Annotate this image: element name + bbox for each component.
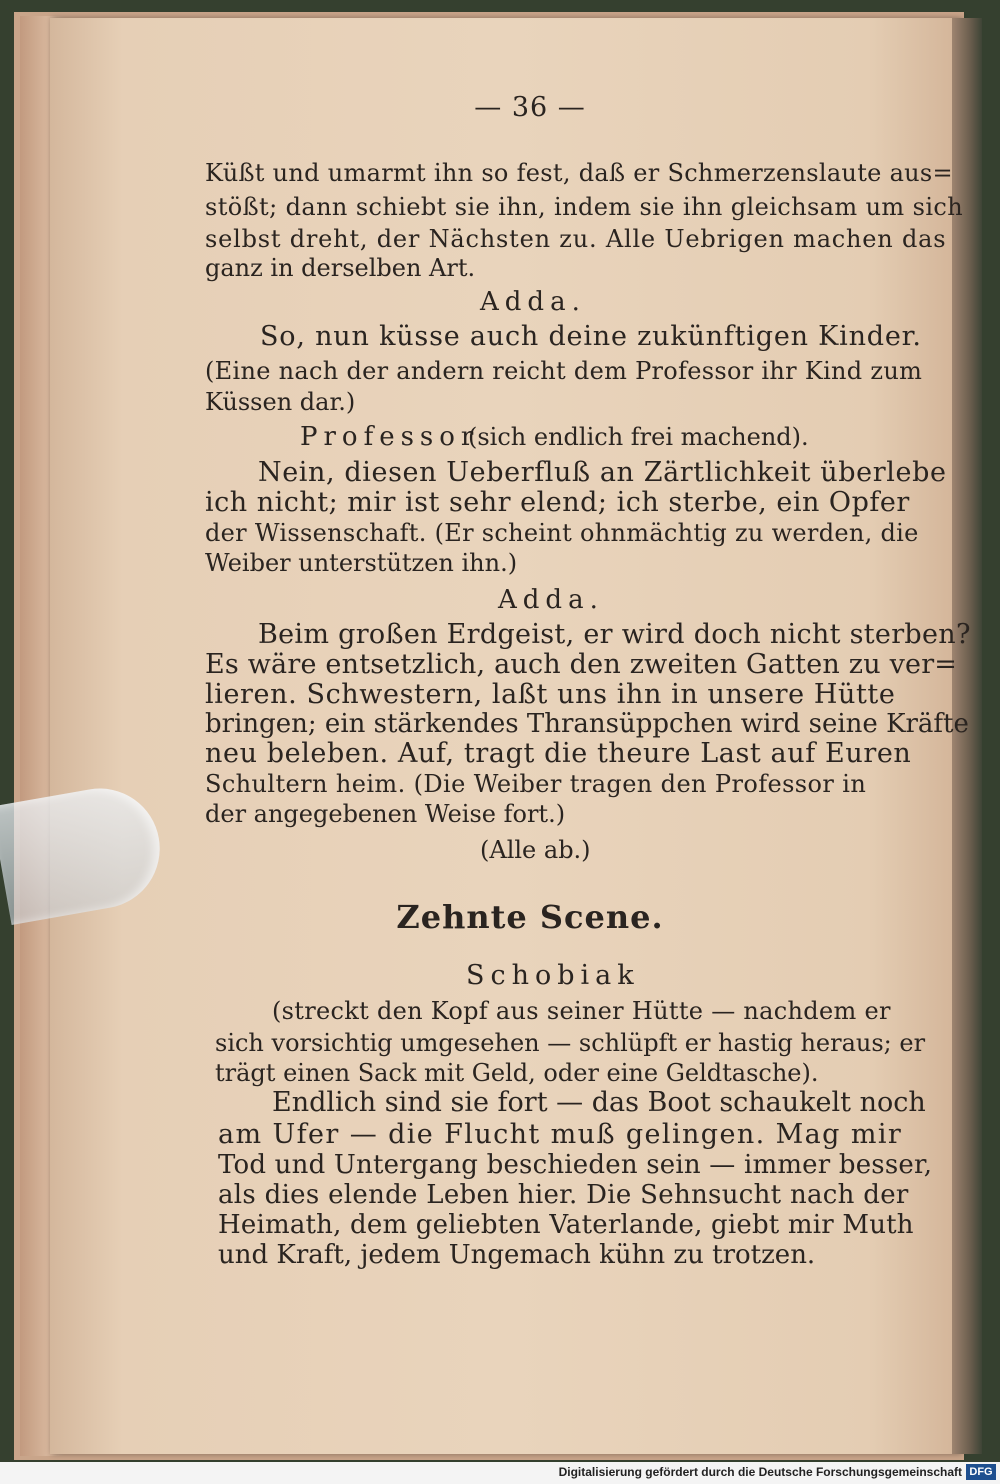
text-line: bringen; ein stärkendes Thransüppchen wird seine Kräfte [205, 709, 969, 739]
text-line: der Wissenschaft. (Er scheint ohnmächtig zu werden, die [205, 519, 919, 547]
page-number: — 36 — [474, 92, 586, 123]
text-line: ich nicht; mir ist sehr elend; ich sterbe, ein Opfer [205, 487, 910, 518]
text-line: Es wäre entsetzlich, auch den zweiten Gatten zu ver= [205, 649, 958, 680]
text-line: als dies elende Leben hier. Die Sehnsucht nach der [218, 1180, 909, 1210]
text-line: Küßt und umarmt ihn so fest, daß er Schmerzenslaute aus= [205, 159, 953, 187]
footer-bar [0, 1462, 1000, 1484]
stage-direction: sich vorsichtig umgesehen — schlüpft er hastig heraus; er [215, 1029, 926, 1057]
text-line: Heimath, dem geliebten Vaterlande, giebt mir Muth [218, 1210, 914, 1240]
text-line: Nein, diesen Ueberfluß an Zärtlichkeit überlebe [258, 457, 947, 488]
text-line: Schultern heim. (Die Weiber tragen den Professor in [205, 770, 867, 798]
footer-credit: Digitalisierung gefördert durch die Deutsche Forschungsgemeinschaft [558, 1465, 962, 1479]
text-line: So, nun küsse auch deine zukünftigen Kinder. [260, 321, 922, 352]
speaker-adda: Adda. [480, 287, 586, 317]
text-line: stößt; dann schiebt sie ihn, indem sie ihn gleichsam um sich [205, 193, 964, 221]
text-line: Endlich sind sie fort — das Boot schaukelt noch [272, 1087, 926, 1118]
speaker-adda: Adda. [498, 585, 604, 615]
text-line: Beim großen Erdgeist, er wird doch nicht sterben? [258, 619, 971, 650]
dfg-logo: DFG [966, 1464, 996, 1480]
speaker-professor: Professor [300, 422, 480, 452]
stage-direction: (Alle ab.) [480, 836, 591, 864]
text-line: ganz in derselben Art. [205, 254, 476, 282]
text-line: selbst dreht, der Nächsten zu. Alle Uebrigen machen das [205, 225, 947, 253]
stage-direction: Weiber unterstützen ihn.) [205, 549, 518, 577]
stage-direction: (sich endlich frei machend). [468, 423, 809, 451]
stage-direction: trägt einen Sack mit Geld, oder eine Geldtasche). [215, 1059, 819, 1087]
stage-direction: (streckt den Kopf aus seiner Hütte — nachdem er [272, 997, 891, 1025]
stage-direction: der angegebenen Weise fort.) [205, 800, 566, 828]
text-line: und Kraft, jedem Ungemach kühn zu trotzen. [218, 1240, 816, 1270]
text-line: am Ufer — die Flucht muß gelingen. Mag mir [218, 1119, 903, 1150]
stage-direction: (Eine nach der andern reicht dem Professor ihr Kind zum [205, 357, 923, 385]
scene-heading: Zehnte Scene. [396, 898, 664, 936]
text-line: lieren. Schwestern, laßt uns ihn in unsere Hütte [205, 679, 896, 710]
text-line: neu beleben. Auf, tragt die theure Last auf Euren [205, 738, 912, 769]
stage-direction: Küssen dar.) [205, 388, 356, 416]
speaker-schobiak: Schobiak [466, 960, 640, 991]
text-line: Tod und Untergang beschieden sein — immer besser, [218, 1150, 933, 1180]
